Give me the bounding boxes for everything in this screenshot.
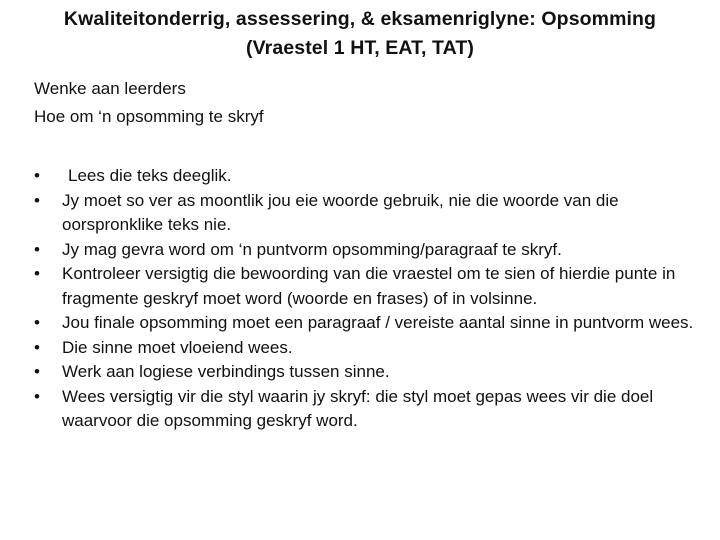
list-item: [34, 164, 694, 189]
bullet-icon: •: [34, 239, 40, 259]
list-item-text: Lees die teks deeglik.: [68, 166, 232, 185]
list-item: [34, 238, 694, 263]
bullet-icon: •: [34, 313, 40, 332]
list-item: [34, 360, 694, 385]
list-item: [34, 311, 694, 336]
intro-block: [34, 75, 264, 131]
list-item-text: Jy mag gevra word om ‘n puntvorm opsomming/paragraaf te skryf.: [62, 239, 562, 259]
intro-subheading: Hoe om ‘n opsomming te skryf: [34, 107, 264, 126]
list-item-text: Jy moet so ver as moontlik jou eie woorde gebruik, nie die woorde van die oorspronklike teks nie.: [62, 190, 619, 234]
list-item-text: Werk aan logiese verbindings tussen sinne.: [62, 362, 390, 381]
bullet-icon: •: [34, 386, 40, 406]
list-item-text: Kontroleer versigtig die bewoording van die vraestel om te sien of hierdie punte in fragmente geskryf moet word (woorde en frases) of in volsinne.: [62, 264, 676, 308]
list-item-text: Jou finale opsomming moet een paragraaf / vereiste aantal sinne in puntvorm wees.: [62, 313, 694, 332]
title-line-1: Kwaliteitonderrig, assessering, & eksamenriglyne: Opsomming: [63, 8, 657, 30]
list-item: [34, 189, 694, 238]
bullet-list: [34, 164, 694, 434]
bullet-icon: •: [34, 337, 40, 357]
page-title: [20, 5, 700, 63]
list-item: [34, 262, 694, 311]
bullet-icon: •: [34, 362, 40, 381]
list-item-text: Wees versigtig vir die styl waarin jy skryf: die styl moet gepas wees vir die doel waarvoor die opsomming geskryf word.: [62, 386, 654, 430]
bullet-icon: •: [34, 264, 40, 283]
bullet-icon: •: [34, 166, 40, 185]
list-item: [34, 336, 694, 361]
title-line-2: (Vraestel 1 HT, EAT, TAT): [246, 37, 474, 59]
list-item: [34, 385, 694, 434]
list-item-text: Die sinne moet vloeiend wees.: [62, 337, 293, 357]
intro-heading: Wenke aan leerders: [34, 79, 186, 98]
bullet-icon: •: [34, 190, 40, 210]
